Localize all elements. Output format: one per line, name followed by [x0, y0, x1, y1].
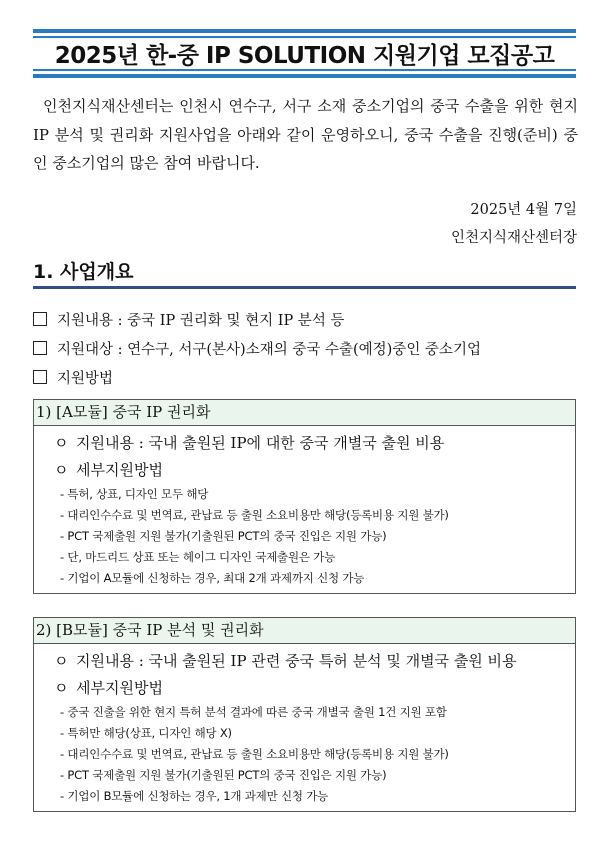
check-item-target [33, 338, 481, 359]
checkbox-icon [33, 370, 47, 384]
module-a-item: ㅇ 지원내용 : 국내 출원된 IP에 대한 중국 개별국 출원 비용 [34, 430, 575, 457]
module-a-detail: - 특허, 상표, 디자인 모두 해당 [60, 487, 209, 501]
intro-paragraph: 인천지식재산센터는 인천시 연수구, 서구 소재 중소기업의 중국 수출을 위한 현지 IP 분석 및 권리화 지원사업을 아래와 같이 운영하오니, 중국 수출을 진행(준비) 중인 중소기업의 많은 참여 바랍니다. [33, 97, 578, 172]
module-b-detail: - PCT 국제출원 지원 불가(기출원된 PCT의 중국 진입은 지원 가능) [60, 768, 387, 782]
check-label: 지원내용 : 중국 IP 권리화 및 현지 IP 분석 등 [57, 313, 345, 329]
module-b-detail: - 특허만 해당(상표, 디자인 해당 X) [60, 726, 232, 740]
signature-org: 인천지식재산센터장 [450, 230, 577, 246]
bullet-icon: ㅇ [54, 652, 69, 670]
bullet-icon: ㅇ [54, 434, 69, 452]
check-label: 지원대상 : 연수구, 서구(본사)소재의 중국 수출(예정)중인 중소기업 [57, 342, 481, 358]
module-a-detail: - 단, 마드리드 상표 또는 헤이그 디자인 국제출원은 가능 [60, 550, 336, 564]
module-b-item: ㅇ 세부지원방법 [34, 675, 575, 702]
section-header [33, 259, 576, 289]
module-a-item: ㅇ 세부지원방법 [34, 457, 575, 484]
module-b-detail: - 대리인수수료 및 번역료, 관납료 등 출원 소요비용만 해당(등록비용 지원 불가) [60, 747, 449, 761]
bullet-icon: ㅇ [54, 461, 69, 479]
announcement-date: 2025년 4월 7일 [470, 202, 577, 218]
module-b-detail: - 중국 진출을 위한 현지 특허 분석 결과에 따른 중국 개별국 출원 1건 지원 포함 [60, 705, 447, 719]
module-a-box [33, 399, 576, 594]
checkbox-icon [33, 312, 47, 326]
module-a-detail: - 대리인수수료 및 번역료, 관납료 등 출원 소요비용만 해당(등록비용 지원 불가) [60, 508, 449, 522]
module-a-detail: - PCT 국제출원 지원 불가(기출원된 PCT의 중국 진입은 지원 가능) [60, 529, 387, 543]
check-item-method [33, 367, 113, 388]
module-b-detail: - 기업이 B모듈에 신청하는 경우, 1개 과제만 신청 가능 [60, 789, 329, 803]
check-label: 지원방법 [57, 371, 114, 387]
check-item-content [33, 309, 344, 330]
title-banner [33, 29, 576, 78]
module-a-detail: - 기업이 A모듈에 신청하는 경우, 최대 2개 과제까지 신청 가능 [60, 571, 365, 585]
module-a-head: 1) [A모듈] 중국 IP 권리화 [34, 400, 575, 426]
module-b-item: ㅇ 지원내용 : 국내 출원된 IP 관련 중국 특허 분석 및 개별국 출원 비용 [34, 648, 575, 675]
bullet-icon: ㅇ [54, 679, 69, 697]
module-b-box [33, 617, 576, 812]
checkbox-icon [33, 341, 47, 355]
section-title: 1. 사업개요 [33, 261, 134, 283]
module-b-head: 2) [B모듈] 중국 IP 분석 및 권리화 [34, 618, 575, 644]
page-title: 2025년 한-중 IP SOLUTION 지원기업 모집공고 [54, 43, 555, 69]
